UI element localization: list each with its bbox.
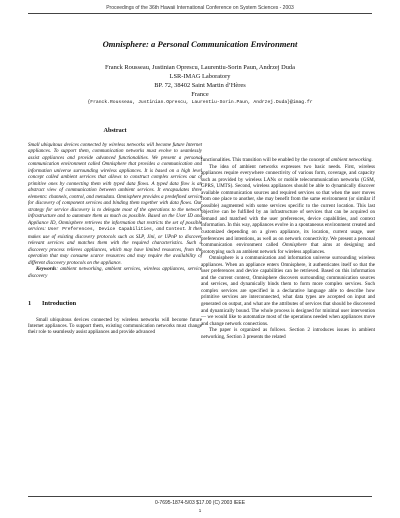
copyright-footer: 0-7695-1874-5/03 $17.00 (C) 2003 IEEE: [154, 500, 246, 506]
emphasis-omnisphere: Omnisphere: [282, 242, 307, 249]
author-emails: {Franck.Rousseau, Justinian.Oprescu, Laurentiu-Sorin.Paun, Andrzej.Duda}@imag.fr: [87, 100, 313, 105]
page-number: 1: [198, 508, 202, 513]
body-paragraph: The paper is organized as follows. Section 2 introduces issues in ambient networking, Section 3 presents the related: [201, 327, 375, 340]
keywords: [28, 266, 202, 279]
abstract: [28, 142, 202, 280]
author-block: [0, 63, 400, 99]
header-rule: [28, 13, 372, 14]
abstract-heading: Abstract: [103, 127, 127, 134]
emphasis-ambient-networking: ambient networking: [331, 157, 372, 163]
section-heading-introduction: [28, 301, 202, 308]
address: BP. 72, 38402 Saint Martin d’Hères: [154, 82, 246, 89]
body-text: .: [371, 157, 373, 163]
body-text: functionalities. This transition will be enabled by the concept of: [201, 157, 332, 163]
right-column: [201, 157, 375, 340]
abstract-paragraph: Small ubiquitous devices connected by wireless networks will become future Internet appliances. To support them, communication networks must evolve to seamlessly assist appliances and provide advanced functionalities. We present a personal communication environment called Omnisphere that provides a communication and information universe surrounding wireless appliances. It is based on a high level concept called ambient services that allows to construct complex services out of primitive ones by connecting them with typed data flows. A typed data flow is an abstract view of communication between ambient services. It encapsulates three elements: channels, control, and metadata. Omnisphere provides a predefined service for discovery of component services and binding them together with data flows. Our strategy for service discovery is to delegate most of the operations to the network infrastructure and to automate them as much as possible. Based on the User ID and Appliance ID, Omnisphere retrieves the information that restricts the set of possible services: User Preferences, Device Capabilities, and Context. It then makes use of existing discovery protocols such as SLP, Jini, or UPnP to discover relevant services and matches them with the required characteristics. Such a discovery process relieves appliances, which may have limited resources, from the operation that may consume scarce resources and may require the availability of different discovery protocols on the appliance.: [28, 141, 202, 266]
running-header: Proceedings of the 36th Hawaii International Conference on System Sciences - 2003: [106, 5, 294, 11]
country: France: [191, 91, 209, 98]
keywords-text: : ambient networking, ambient services, wireless appliances, service discovery: [28, 266, 202, 279]
intro-paragraph: Small ubiquitous devices connected by wireless networks will become future Internet appliances. To support them, existing communication networks must change their role to seamlessly assist appliances and provide advanced: [28, 316, 202, 336]
abstract-mono-context: Context: [165, 227, 186, 232]
body-paragraph: Omnisphere is a communication and information universe surrounding wireless appliances. When an appliance enters Omnisphere, it authenticates itself so that the user preferences and device capabilities can be retrieved. Based on this information and the current context, Omnisphere discovers surrounding communication sources and services, and dynamically binds them to form more complex services. Such complex services are specified in a declarative language able to describe how primitive services are interconnected, what data types are accepted on input and generated on output, and what are the attributes of services that should be discovered and dynamically bound. The whole process is designed for minimal user intervention — we would like to automatize most of the operations needed when appliances move and change network connections.: [201, 255, 375, 327]
footer-rule: [28, 496, 372, 497]
body-text: that aims at designing and prototyping such an ambient network for wireless appliances.: [201, 242, 375, 255]
body-paragraph: [201, 164, 375, 256]
abstract-mono-terms: User Preferences, Device Capabilities,: [47, 227, 155, 232]
left-column: [28, 128, 202, 336]
paper-title: Omnisphere: a Personal Communication Environment: [102, 39, 298, 49]
section-title: Introduction: [42, 300, 77, 307]
abstract-text: Small ubiquitous devices connected by wireless networks will become future Internet appliances. To support them, communication networks must evolve to seamlessly assist appliances and provide advanced functionalities. We present a personal communication environment called Omnisphere that provides a communication and information universe surrounding wireless appliances. It is based on a high level concept called ambient services that allows to construct complex services out of primitive ones by connecting them with typed data flows. A typed data flow is an abstract view of communication between ambient services. It encapsulates three elements: channels, control, and metadata. Omnisphere provides a predefined service for discovery of component services and binding them together with data flows. Our strategy for service discovery is to delegate most of the operations to the network infrastructure and to automate them as much as possible. Based on the User ID and Appliance ID, Omnisphere retrieves the information that restricts the set of possible services:: [28, 141, 202, 232]
body-text: The idea of ambient networks expresses two basic needs. First, wireless appliances require everywhere connectivity of various form, coverage, and capacity such as provided by wireless LANs or mobile telecommunication networks (GSM, GPRS, UMTS). Second, wireless appliances should be able to dynamically discover available communication sources and required services so that when the user moves from one place to another, she may benefit from the same environment (or similar if possible) augmented with some services specific to the current location. This last objective can be fulfilled by an infrastructure of services that can be acquired on demand and matched with the user preferences, device capabilities, and context information. In this way, appliances evolve in a spontaneous environment created and customized depending on a given appliance, its location, current usage, user preferences and intentions, as well as on network connectivity. We present a personal communication environment called: [201, 163, 375, 249]
affiliation: LSR-IMAG Laboratory: [169, 73, 231, 80]
introduction: [28, 317, 202, 336]
author-names: Franck Rousseau, Justinian Oprescu, Laurentiu-Sorin Paun, Andrzej Duda: [105, 64, 295, 71]
section-number: 1: [28, 300, 32, 307]
abstract-text-tail: . It then makes use of existing discovery protocols such as SLP, Jini, or UPnP to discover relevant services and matches them with the required characteristics. Such a discovery process relieves appliances, which may have limited resources, from the operation that may consume scarce resources and may require the availability of different discovery protocols on the appliance.: [28, 226, 202, 266]
keywords-label: Keywords: [36, 266, 57, 272]
